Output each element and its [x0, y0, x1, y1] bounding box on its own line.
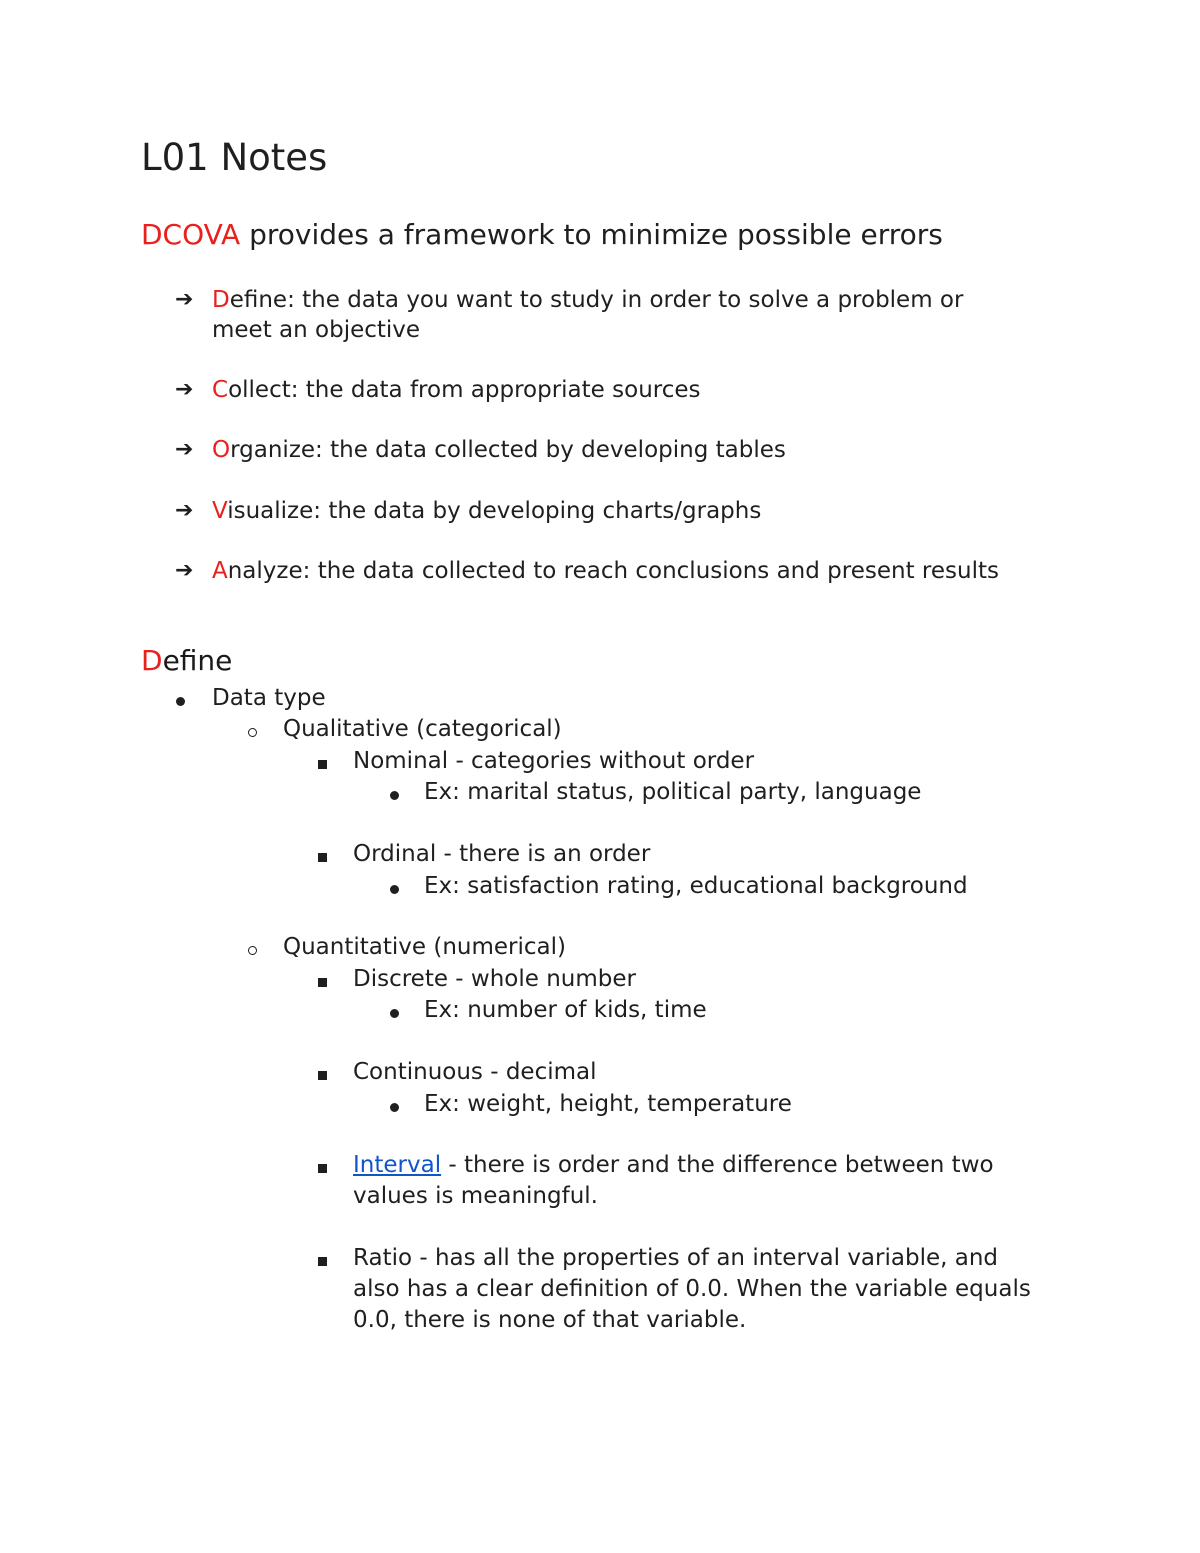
arrow-icon: ➔	[175, 377, 194, 402]
discrete-example: Ex: number of kids, time	[424, 997, 707, 1023]
ratio-item-line1: Ratio - has all the properties of an interval variable, and	[353, 1245, 998, 1271]
step-collect-line1: Collect: the data from appropriate sources	[212, 377, 701, 403]
continuous-example: Ex: weight, height, temperature	[424, 1091, 792, 1117]
nominal-item: Nominal - categories without order	[353, 748, 755, 774]
disc-bullet-icon	[390, 791, 399, 800]
step-define-line1: Define: the data you want to study in order to solve a problem or	[212, 287, 964, 313]
square-bullet-icon	[318, 760, 327, 769]
discrete-item: Discrete - whole number	[353, 966, 636, 992]
arrow-icon: ➔	[175, 287, 194, 312]
data-type-item: Data type	[212, 685, 326, 711]
step-visualize-line1: Visualize: the data by developing charts/graphs	[212, 498, 762, 524]
arrow-icon: ➔	[175, 498, 194, 523]
step-analyze-line1: Analyze: the data collected to reach conclusions and present results	[212, 558, 999, 584]
circle-bullet-icon	[248, 946, 257, 955]
qualitative-item: Qualitative (categorical)	[283, 716, 562, 742]
page-title: L01 Notes	[141, 136, 328, 179]
step-define-line2: meet an objective	[212, 317, 421, 343]
arrow-icon: ➔	[175, 437, 194, 462]
intro-line	[141, 218, 943, 251]
ratio-item-line2: also has a clear definition of 0.0. When the variable equals	[353, 1276, 1031, 1302]
ordinal-example: Ex: satisfaction rating, educational background	[424, 873, 968, 899]
disc-bullet-icon	[176, 697, 185, 706]
continuous-item: Continuous - decimal	[353, 1059, 597, 1085]
ordinal-item: Ordinal - there is an order	[353, 841, 651, 867]
square-bullet-icon	[318, 1164, 327, 1173]
intro-text: provides a framework to minimize possible errors	[240, 218, 943, 251]
dcova-acronym: DCOVA	[141, 218, 241, 251]
square-bullet-icon	[318, 1071, 327, 1080]
define-heading: Define	[141, 644, 233, 677]
disc-bullet-icon	[390, 1103, 399, 1112]
quantitative-item: Quantitative (numerical)	[283, 934, 566, 960]
interval-item-line2: values is meaningful.	[353, 1183, 598, 1209]
ratio-item-line3: 0.0, there is none of that variable.	[353, 1307, 747, 1333]
interval-link[interactable]: Interval	[353, 1152, 442, 1178]
square-bullet-icon	[318, 853, 327, 862]
disc-bullet-icon	[390, 885, 399, 894]
circle-bullet-icon	[248, 728, 257, 737]
disc-bullet-icon	[390, 1009, 399, 1018]
arrow-icon: ➔	[175, 558, 194, 583]
nominal-example: Ex: marital status, political party, language	[424, 779, 922, 805]
step-organize-line1: Organize: the data collected by developing tables	[212, 437, 786, 463]
square-bullet-icon	[318, 1257, 327, 1266]
interval-item-line1: Interval - there is order and the difference between two	[353, 1152, 994, 1178]
square-bullet-icon	[318, 978, 327, 987]
